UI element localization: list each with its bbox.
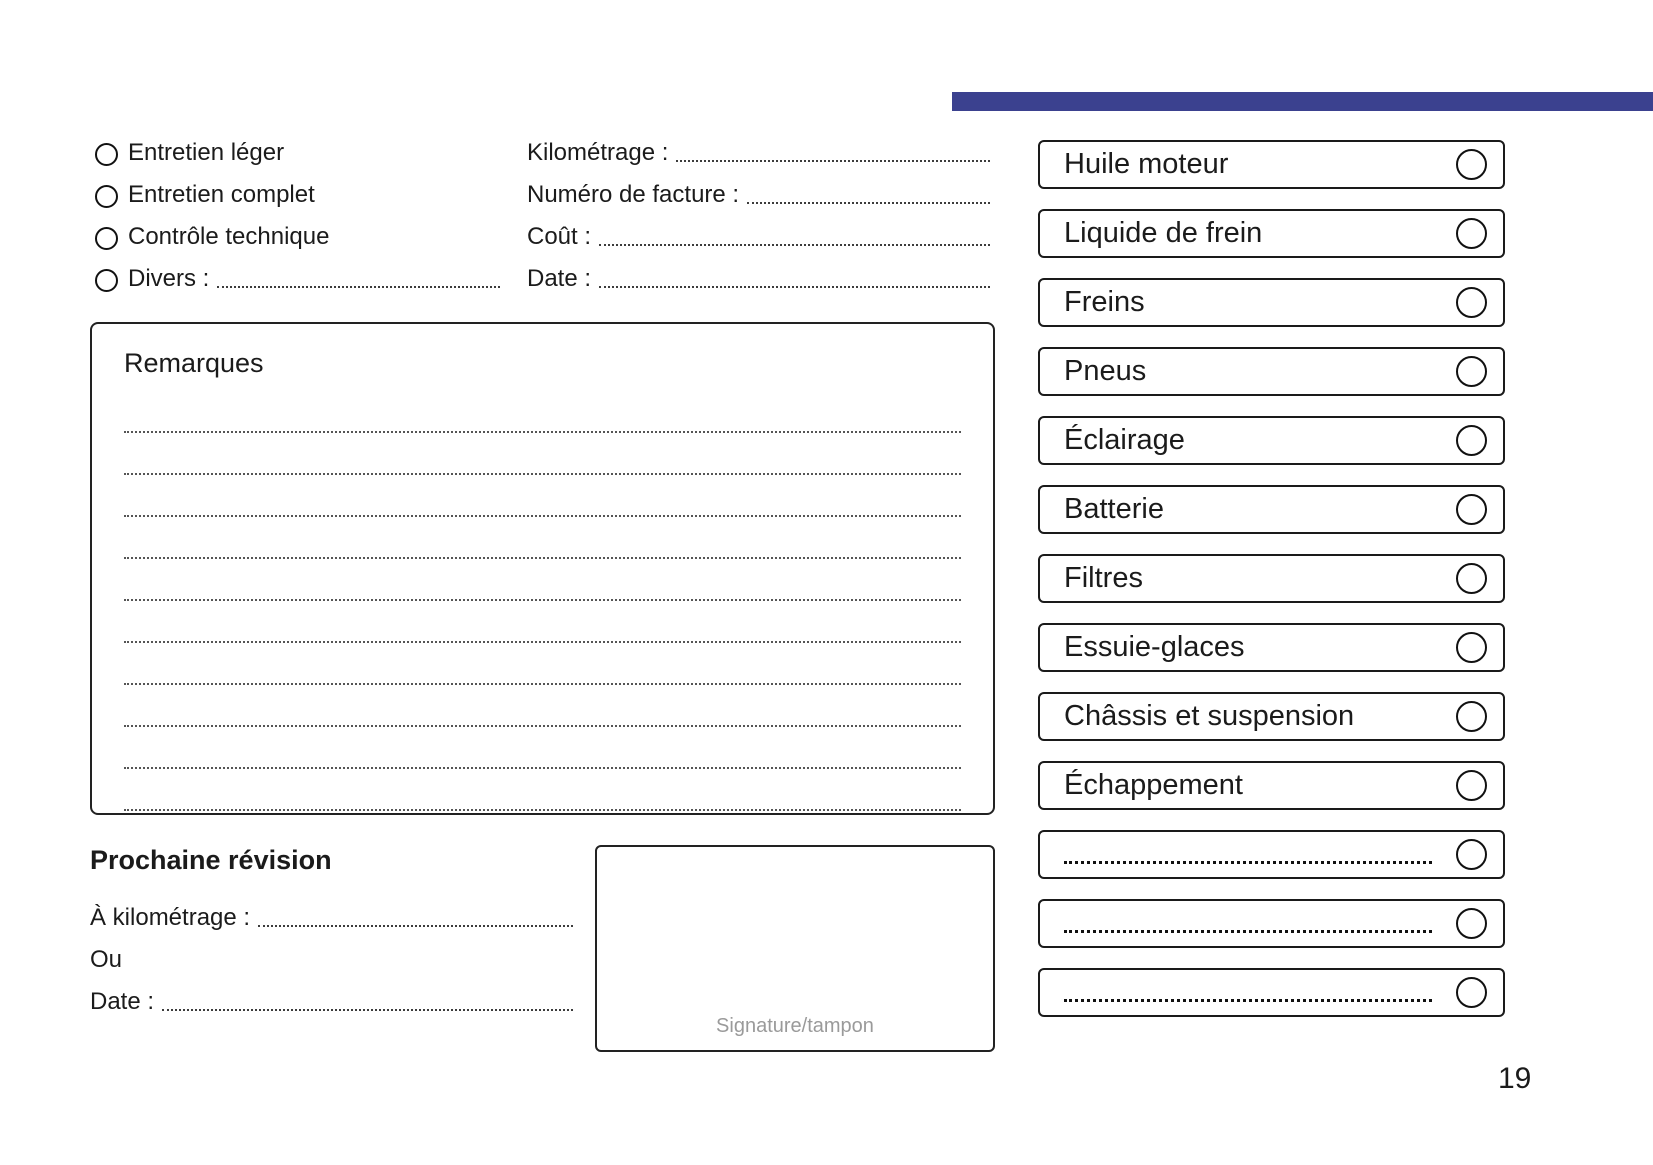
remarks-title: Remarques [124, 348, 264, 378]
checklist-item-blank-3 [1038, 968, 1505, 1017]
field-label: Kilométrage : [527, 139, 669, 167]
checklist-item-eclairage [1038, 416, 1505, 465]
field-cout [527, 222, 990, 251]
check-circle-icon[interactable] [1456, 977, 1487, 1008]
field-label: Coût : [527, 223, 592, 251]
remarks-lines [124, 391, 961, 811]
check-circle-icon[interactable] [1456, 494, 1487, 525]
field-date [527, 264, 990, 293]
check-circle-icon[interactable] [1456, 563, 1487, 594]
numero-facture-fill-line[interactable] [747, 202, 990, 204]
remarks-line[interactable] [124, 517, 961, 559]
remarks-line[interactable] [124, 769, 961, 811]
next-service-or-row [90, 944, 573, 974]
checklist-blank-fill-line[interactable] [1064, 999, 1432, 1002]
checklist-item-label: Filtres [1064, 562, 1143, 594]
remarks-line[interactable] [124, 685, 961, 727]
radio-circle-icon[interactable] [95, 143, 118, 166]
radio-circle-icon[interactable] [95, 269, 118, 292]
checklist-item-label: Huile moteur [1064, 148, 1229, 180]
checklist-item-label: Liquide de frein [1064, 217, 1263, 249]
date-fill-line[interactable] [599, 286, 990, 288]
cout-fill-line[interactable] [599, 244, 990, 246]
signature-box[interactable] [595, 845, 995, 1052]
next-service-or-label: Ou [90, 946, 123, 974]
remarks-line[interactable] [124, 433, 961, 475]
checklist-blank-fill-line[interactable] [1064, 861, 1432, 864]
kilometrage-fill-line[interactable] [676, 160, 990, 162]
next-service-km-label: À kilométrage : [90, 904, 251, 932]
remarks-line[interactable] [124, 559, 961, 601]
page-number: 19 [1498, 1062, 1532, 1095]
check-circle-icon[interactable] [1456, 908, 1487, 939]
service-option-entretien-leger [95, 138, 500, 167]
checklist [1038, 140, 1505, 1017]
service-option-divers [95, 264, 500, 293]
invoice-fields [527, 138, 990, 306]
next-service-km-row [90, 902, 573, 932]
next-service-date-fill-line[interactable] [162, 1009, 573, 1011]
next-service-title: Prochaine révision [90, 845, 332, 875]
service-option-controle-technique [95, 222, 500, 251]
checklist-blank-fill-line[interactable] [1064, 930, 1432, 933]
check-circle-icon[interactable] [1456, 632, 1487, 663]
next-service-section [90, 845, 573, 1028]
checklist-item-essuie-glaces [1038, 623, 1505, 672]
service-option-label: Contrôle technique [128, 223, 330, 251]
next-service-date-label: Date : [90, 988, 155, 1016]
checklist-item-label: Pneus [1064, 355, 1147, 387]
accent-bar [952, 92, 1653, 111]
checklist-item-chassis-et-suspension [1038, 692, 1505, 741]
divers-fill-line[interactable] [217, 286, 500, 288]
field-numero-facture [527, 180, 990, 209]
check-circle-icon[interactable] [1456, 701, 1487, 732]
service-option-label: Entretien complet [128, 181, 315, 209]
service-option-entretien-complet [95, 180, 500, 209]
radio-circle-icon[interactable] [95, 185, 118, 208]
field-label: Numéro de facture : [527, 181, 740, 209]
checklist-item-liquide-de-frein [1038, 209, 1505, 258]
checklist-item-echappement [1038, 761, 1505, 810]
checklist-item-pneus [1038, 347, 1505, 396]
checklist-item-label: Châssis et suspension [1064, 700, 1355, 732]
signature-label: Signature/tampon [716, 1015, 874, 1037]
check-circle-icon[interactable] [1456, 770, 1487, 801]
remarks-line[interactable] [124, 475, 961, 517]
check-circle-icon[interactable] [1456, 425, 1487, 456]
check-circle-icon[interactable] [1456, 218, 1487, 249]
remarks-line[interactable] [124, 727, 961, 769]
next-service-date-row [90, 986, 573, 1016]
checklist-item-label: Freins [1064, 286, 1145, 318]
checklist-item-freins [1038, 278, 1505, 327]
field-kilometrage [527, 138, 990, 167]
checklist-item-label: Batterie [1064, 493, 1164, 525]
check-circle-icon[interactable] [1456, 839, 1487, 870]
next-service-km-fill-line[interactable] [258, 925, 573, 927]
checklist-item-label: Essuie-glaces [1064, 631, 1245, 663]
checklist-item-label: Éclairage [1064, 424, 1185, 456]
check-circle-icon[interactable] [1456, 287, 1487, 318]
service-type-options [95, 138, 500, 306]
check-circle-icon[interactable] [1456, 149, 1487, 180]
checklist-item-filtres [1038, 554, 1505, 603]
checklist-item-batterie [1038, 485, 1505, 534]
service-option-label: Divers : [128, 265, 210, 293]
remarks-line[interactable] [124, 391, 961, 433]
remarks-line[interactable] [124, 601, 961, 643]
radio-circle-icon[interactable] [95, 227, 118, 250]
check-circle-icon[interactable] [1456, 356, 1487, 387]
checklist-item-label: Échappement [1064, 769, 1243, 801]
service-option-label: Entretien léger [128, 139, 285, 167]
remarks-line[interactable] [124, 643, 961, 685]
remarks-box [90, 322, 995, 815]
checklist-item-blank-2 [1038, 899, 1505, 948]
checklist-item-huile-moteur [1038, 140, 1505, 189]
field-label: Date : [527, 265, 592, 293]
checklist-item-blank-1 [1038, 830, 1505, 879]
